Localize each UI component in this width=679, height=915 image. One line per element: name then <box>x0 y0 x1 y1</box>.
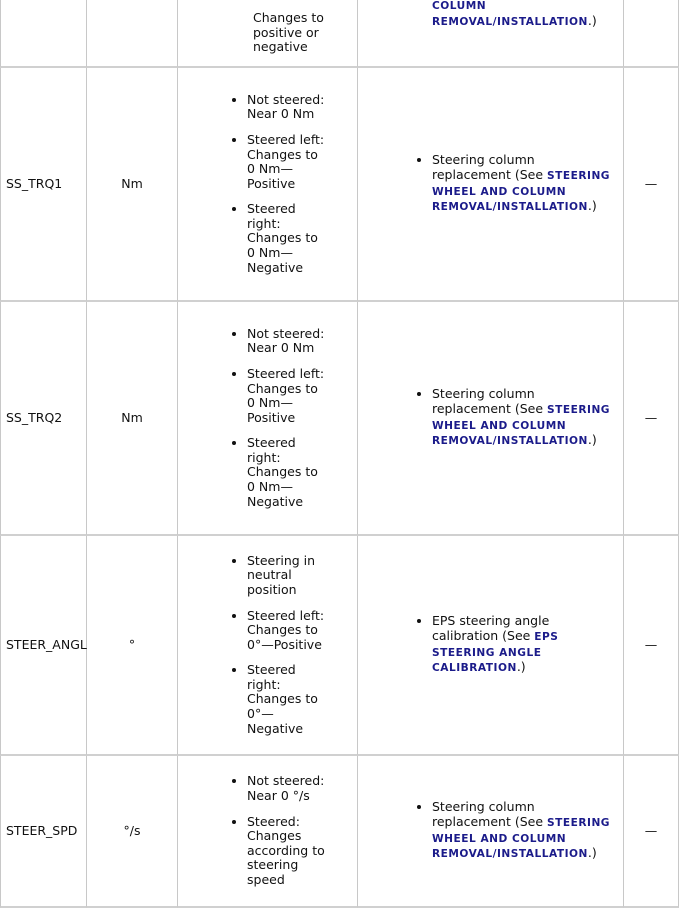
list-item: • Steering column replacement (See STEERING WHEEL AND COLUMN REMOVAL/INSTALLATION.) <box>432 387 612 448</box>
unit-cell <box>87 0 178 68</box>
condition-list <box>229 327 351 510</box>
note-cell: — <box>624 302 679 536</box>
list-item: • Steered right: Changes to 0 Nm—Negative <box>247 202 325 275</box>
list-item: • Not steered: Near 0 Nm <box>247 93 325 122</box>
list-item: • Not steered: Near 0 Nm <box>247 327 325 356</box>
list-item: • Steered right: Changes to 0 Nm—Negative <box>247 436 325 509</box>
note-cell: — <box>624 756 679 908</box>
unit-cell: Nm <box>87 302 178 536</box>
remedy-link[interactable]: STEERING WHEEL AND COLUMN REMOVAL/INSTALLATION <box>432 169 611 214</box>
remedy-link[interactable]: STEERING WHEEL AND COLUMN REMOVAL/INSTALLATION <box>432 403 611 448</box>
remedy-link[interactable]: EPS STEERING ANGLE CALIBRATION <box>432 630 559 675</box>
list-item: • Steered left: Changes to 0 Nm—Positive <box>247 367 325 425</box>
signal-cell: STEER_SPD <box>0 756 87 908</box>
list-item: • Steering column replacement (See STEERING WHEEL AND COLUMN REMOVAL/INSTALLATION.) <box>432 800 612 861</box>
table-row <box>0 302 679 536</box>
unit-cell: °/s <box>87 756 178 908</box>
table-row <box>0 68 679 302</box>
note-cell: — <box>624 68 679 302</box>
list-item: • Not steered: Near 0 °/s <box>247 774 325 803</box>
remedy-cell <box>358 68 624 302</box>
list-item: • Steering column replacement (See STEERING WHEEL AND COLUMN REMOVAL/INSTALLATION.) <box>432 153 612 214</box>
signal-cell: STEER_ANGL <box>0 536 87 756</box>
list-item: • Steered left: Changes to 0 Nm—Positive <box>247 133 325 191</box>
remedy-cell <box>358 302 624 536</box>
note-cell: — <box>624 536 679 756</box>
condition-list <box>229 554 351 737</box>
remedy-list <box>414 387 612 448</box>
condition-cell <box>178 536 358 756</box>
remedy-list <box>414 800 612 861</box>
condition-list <box>229 93 351 276</box>
unit-cell: ° <box>87 536 178 756</box>
list-item: • Steering in neutral position <box>247 554 325 598</box>
remedy-link[interactable]: COLUMN REMOVAL/INSTALLATION <box>432 0 588 28</box>
list-item: • Steered right: Changes to 0°—Negative <box>247 663 325 736</box>
condition-cell <box>178 302 358 536</box>
condition-cell <box>178 0 358 68</box>
remedy-cell <box>358 536 624 756</box>
condition-cell <box>178 756 358 908</box>
remedy-cell <box>358 756 624 908</box>
note-cell <box>624 0 679 68</box>
signal-cell <box>0 0 87 68</box>
list-item: • Steered left: Changes to 0°—Positive <box>247 609 325 653</box>
remedy-list <box>414 614 612 675</box>
remedy-link[interactable]: STEERING WHEEL AND COLUMN REMOVAL/INSTALLATION <box>432 816 611 861</box>
table-row <box>0 536 679 756</box>
remedy-list <box>414 153 612 214</box>
list-item: • Steered: Changes according to steering speed <box>247 815 325 888</box>
unit-cell: Nm <box>87 68 178 302</box>
table-row <box>0 756 679 908</box>
signal-cell: SS_TRQ1 <box>0 68 87 302</box>
remedy-cell <box>358 0 624 68</box>
condition-text: Changes to positive or negative <box>253 10 324 55</box>
table-row <box>0 0 679 68</box>
condition-list <box>229 774 351 887</box>
condition-cell <box>178 68 358 302</box>
remedy-text: COLUMN REMOVAL/INSTALLATION.) <box>432 0 597 28</box>
signal-cell: SS_TRQ2 <box>0 302 87 536</box>
list-item: • EPS steering angle calibration (See EPS STEERING ANGLE CALIBRATION.) <box>432 614 612 675</box>
